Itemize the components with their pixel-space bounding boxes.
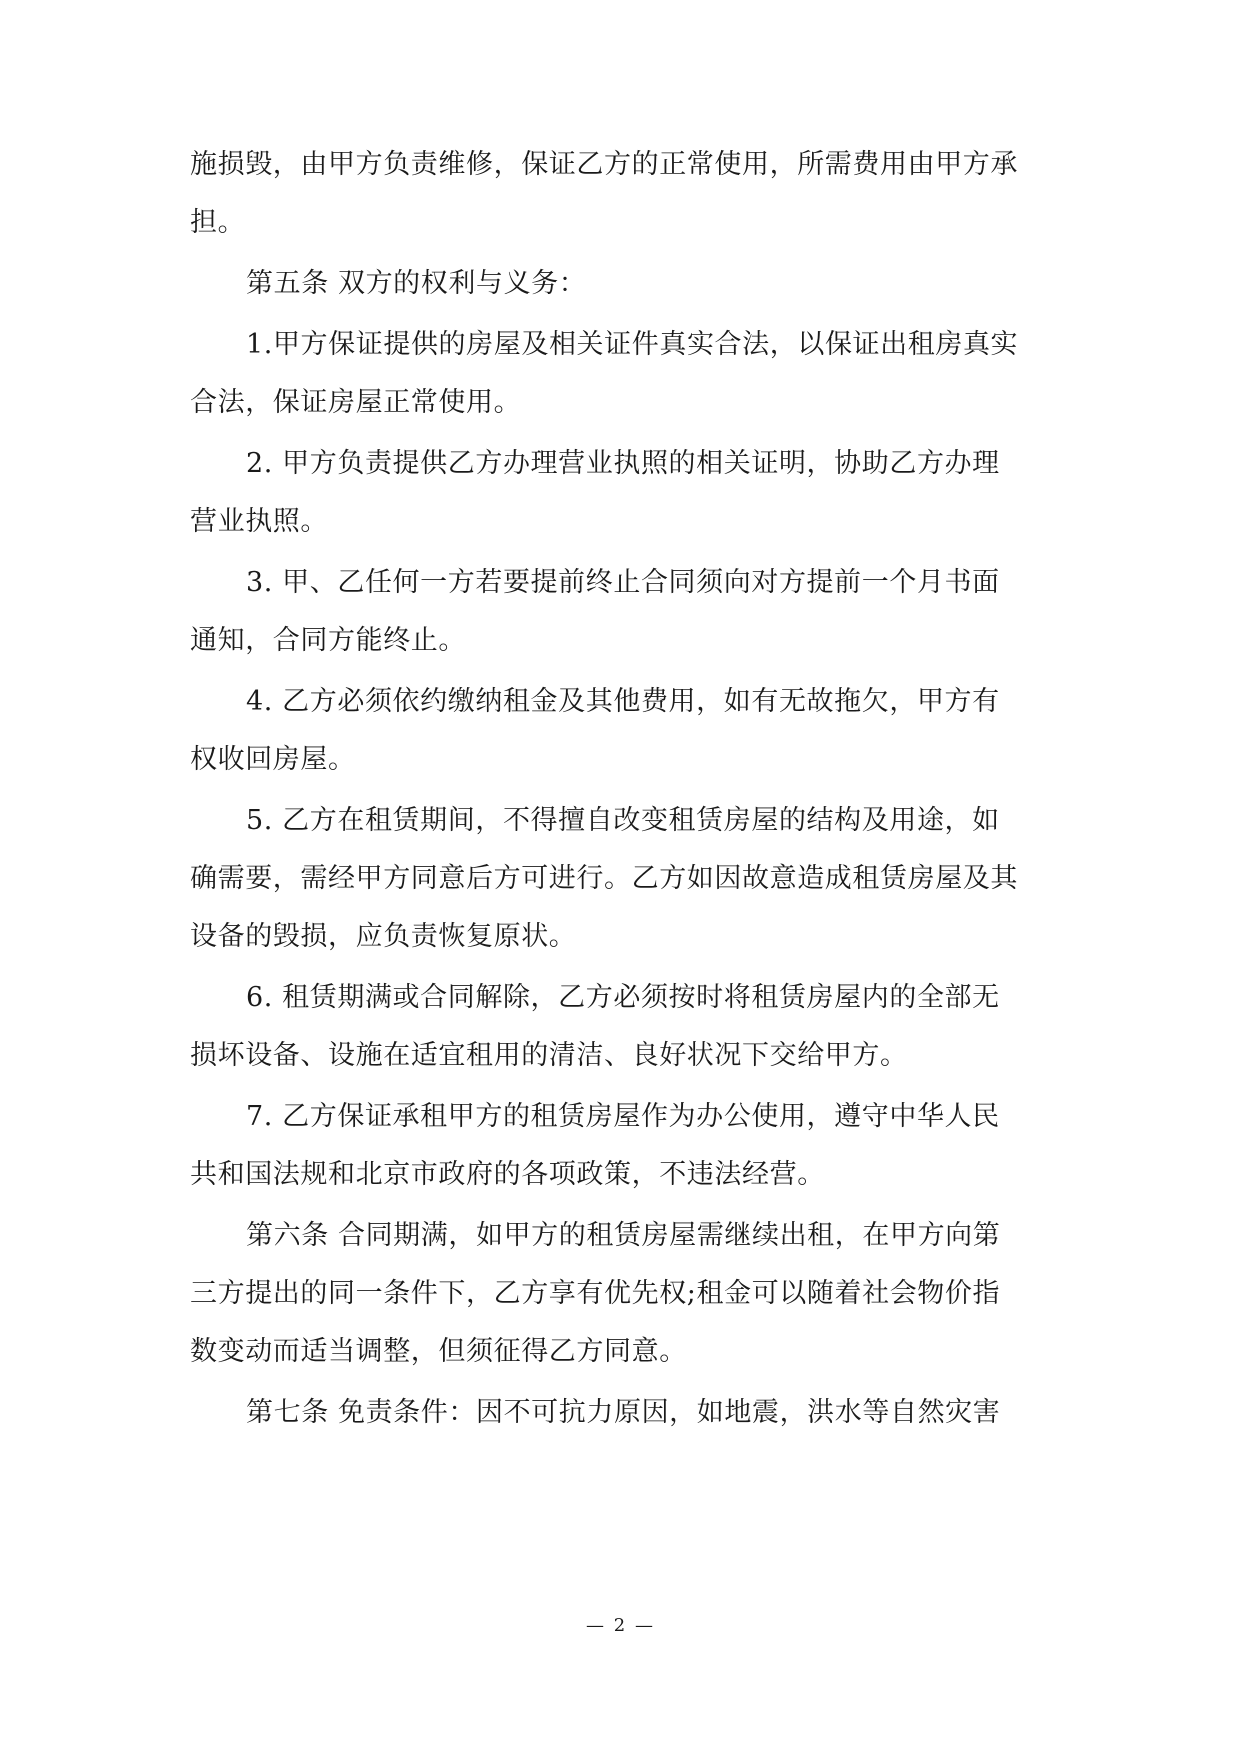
text-line: 4. 乙方必须依约缴纳租金及其他费用，如有无故拖欠，甲方有 <box>246 686 1000 717</box>
page-number: — 2 — <box>586 1615 655 1636</box>
text-line: 损坏设备、设施在适宜租用的清洁、良好状况下交给甲方。 <box>190 1040 908 1071</box>
text-line: 权收回房屋。 <box>190 744 356 775</box>
text-line: 7. 乙方保证承租甲方的租赁房屋作为办公使用，遵守中华人民 <box>246 1101 1000 1132</box>
text-line: 通知，合同方能终止。 <box>190 625 466 656</box>
text-line: 确需要，需经甲方同意后方可进行。乙方如因故意造成租赁房屋及其 <box>190 863 1018 894</box>
text-line: 数变动而适当调整，但须征得乙方同意。 <box>190 1336 687 1367</box>
article-heading: 第五条 双方的权利与义务： <box>246 268 587 299</box>
text-line: 三方提出的同一条件下，乙方享有优先权;租金可以随着社会物价指 <box>190 1278 1001 1309</box>
text-line: 合法，保证房屋正常使用。 <box>190 387 522 418</box>
text-line: 2. 甲方负责提供乙方办理营业执照的相关证明，协助乙方办理 <box>246 448 1000 479</box>
text-line: 担。 <box>190 207 246 238</box>
text-line: 设备的毁损，应负责恢复原状。 <box>190 921 577 952</box>
text-line: 5. 乙方在租赁期间，不得擅自改变租赁房屋的结构及用途，如 <box>246 805 1000 836</box>
text-line: 1.甲方保证提供的房屋及相关证件真实合法，以保证出租房真实 <box>246 329 1019 360</box>
article-heading: 第七条 免责条件：因不可抗力原因，如地震，洪水等自然灾害 <box>246 1397 1001 1428</box>
text-line: 3. 甲、乙任何一方若要提前终止合同须向对方提前一个月书面 <box>246 567 1000 598</box>
text-line: 6. 租赁期满或合同解除，乙方必须按时将租赁房屋内的全部无 <box>246 982 1000 1013</box>
text-line: 营业执照。 <box>190 506 328 537</box>
text-line: 共和国法规和北京市政府的各项政策，不违法经营。 <box>190 1159 825 1190</box>
article-heading: 第六条 合同期满，如甲方的租赁房屋需继续出租，在甲方向第 <box>246 1220 1001 1251</box>
text-line: 施损毁，由甲方负责维修，保证乙方的正常使用，所需费用由甲方承 <box>190 149 1018 180</box>
